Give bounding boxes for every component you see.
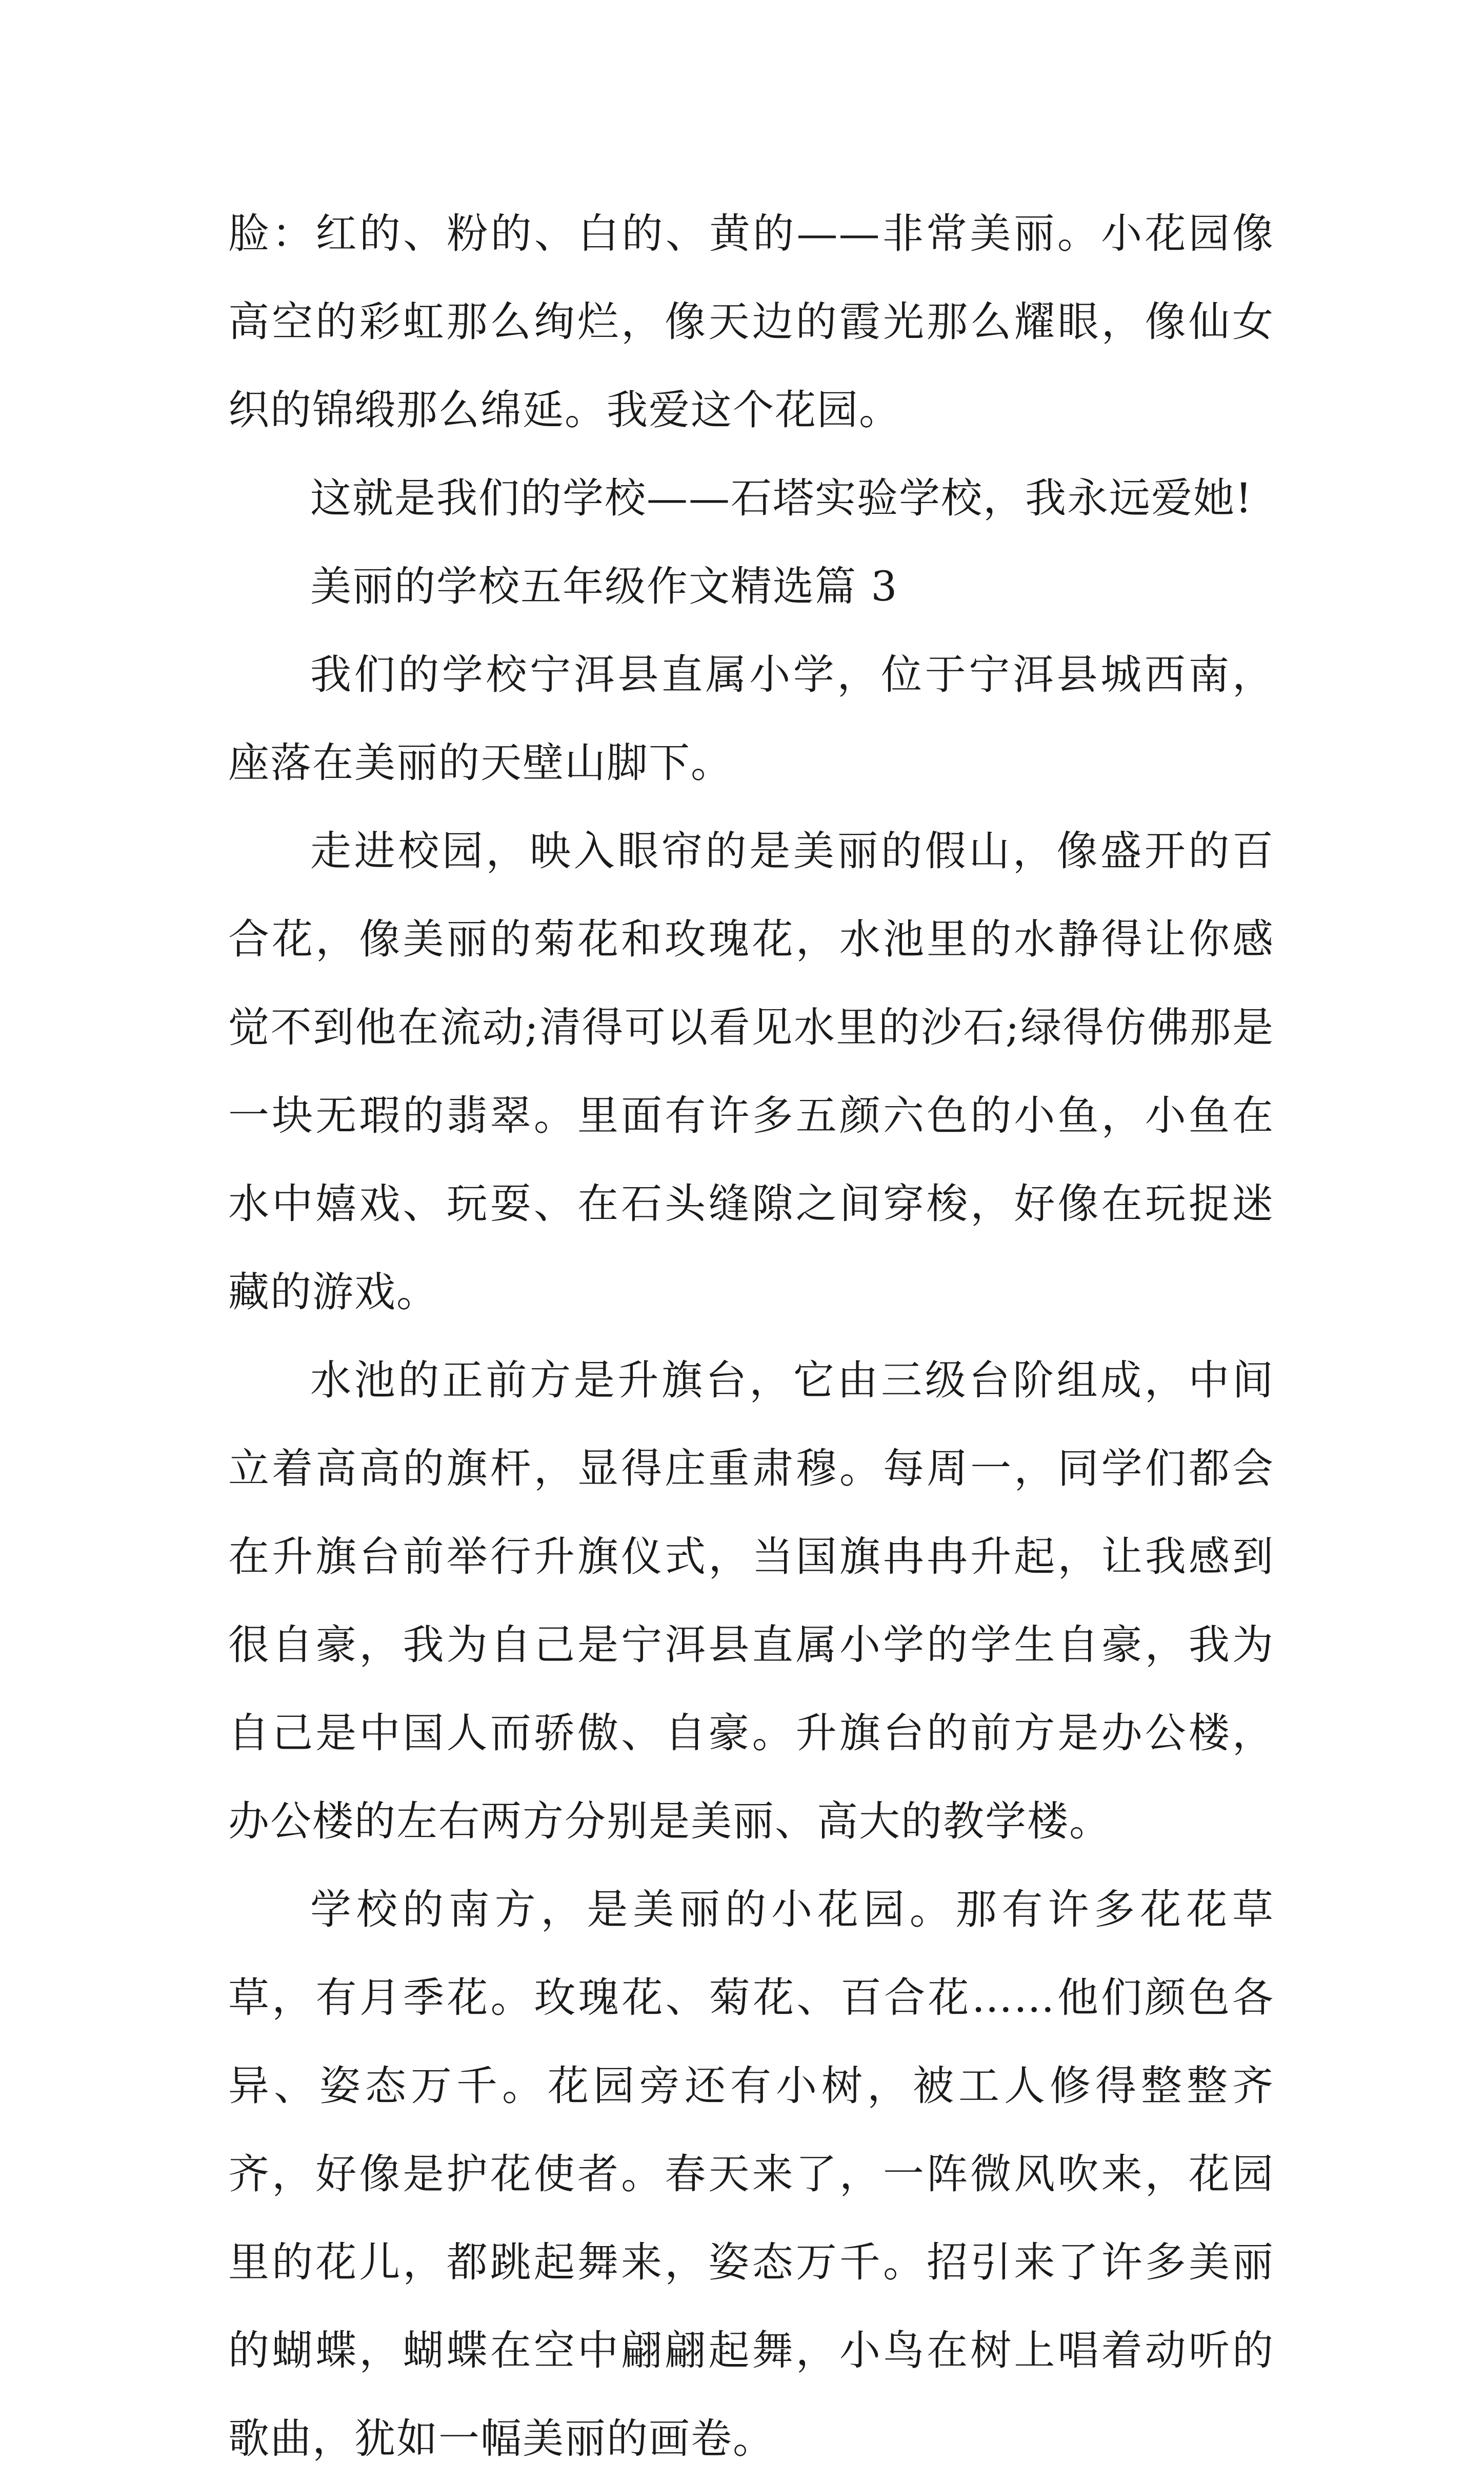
- paragraph: 脸：红的、粉的、白的、黄的——非常美丽。小花园像高空的彩虹那么绚烂，像天边的霞光那么耀眼，像仙女织的锦缎那么绵延。我爱这个花园。: [228, 210, 1274, 434]
- section-heading: 美丽的学校五年级作文精选篇 3: [310, 563, 898, 610]
- paragraph: 这就是我们的学校——石塔实验学校，我永远爱她!: [310, 474, 1253, 522]
- paragraph: 我们的学校宁洱县直属小学，位于宁洱县城西南，座落在美丽的天壁山脚下。: [228, 651, 1274, 787]
- paragraph: 走进校园，映入眼帘的是美丽的假山，像盛开的百合花，像美丽的菊花和玫瑰花，水池里的水静得让你感觉不到他在流动;清得可以看见水里的沙石;绿得仿佛那是一块无瑕的翡翠。里面有许多五颜六色的小鱼，小鱼在水中嬉戏、玩耍、在石头缝隙之间穿梭，好像在玩捉迷藏的游戏。: [228, 827, 1274, 1316]
- paragraph: 水池的正前方是升旗台，它由三级台阶组成，中间立着高高的旗杆，显得庄重肃穆。每周一，同学们都会在升旗台前举行升旗仪式，当国旗冉冉升起，让我感到很自豪，我为自己是宁洱县直属小学的学生自豪，我为自己是中国人而骄傲、自豪。升旗台的前方是办公楼，办公楼的左右两方分别是美丽、高大的教学楼。: [228, 1356, 1274, 1845]
- paragraph: 学校的南方，是美丽的小花园。那有许多花花草草，有月季花。玫瑰花、菊花、百合花……他们颜色各异、姿态万千。花园旁还有小树，被工人修得整整齐齐，好像是护花使者。春天来了，一阵微风吹来，花园里的花儿，都跳起舞来，姿态万千。招引来了许多美丽的蝴蝶，蝴蝶在空中翩翩起舞，小鸟在树上唱着动听的歌曲，犹如一幅美丽的画卷。: [228, 1886, 1274, 2462]
- document-body: [228, 190, 1274, 2483]
